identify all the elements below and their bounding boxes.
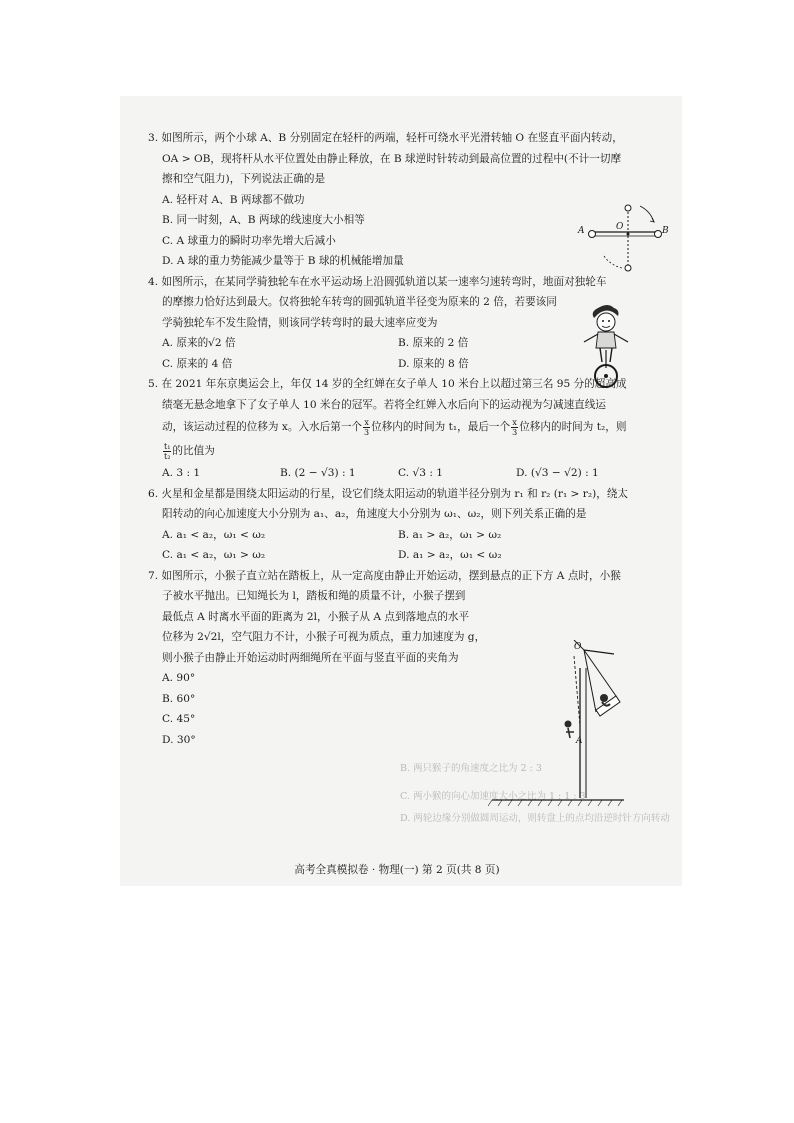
q5-option-b: B. (2 − √3) : 1 bbox=[280, 467, 356, 479]
q6-stem-line-2: 阳转动的向心加速度大小分别为 a₁、a₂，角速度大小分别为 ω₁、ω₂，则下列关系正确的是 bbox=[162, 508, 587, 520]
q5-fraction-x-over-3-2 bbox=[511, 418, 518, 437]
q5-text-a: 动，该运动过程的位移为 x。入水后第一个 bbox=[162, 421, 363, 433]
q3-stem-line-2: OA > OB，现将杆从水平位置处由静止释放，在 B 球逆时针转动到最高位置的过程中(不计一切摩 bbox=[162, 152, 622, 165]
q4-stem-line-2: 的摩擦力恰好达到最大。仅将独轮车转弯的圆弧轨道半径变为原来的 2 倍，若要该同 bbox=[162, 296, 557, 308]
q5-options-row bbox=[148, 463, 668, 484]
q5-ratio-t1-t2 bbox=[163, 442, 171, 461]
q3-label-o: O bbox=[616, 222, 624, 232]
q5-text-d: 的比值为 bbox=[172, 445, 215, 457]
q4-option-c: C. 原来的 4 倍 bbox=[162, 357, 233, 370]
q5-stem-line-2: 绩毫无悬念地拿下了女子单人 10 米台的冠军。若将全红婵入水后向下的运动视为匀减速直线运 bbox=[162, 398, 606, 411]
ratio-numerator: t₁ bbox=[164, 441, 171, 451]
q5-stem-line-1: 5. 在 2021 年东京奥运会上，年仅 14 岁的全红婵在女子单人 10 米台上以超过第三名 95 分的超高成 bbox=[148, 378, 627, 390]
q4-stem-line-3: 学骑独轮车不发生险情，则该同学转弯时的最大速率应变为 bbox=[162, 316, 438, 329]
bleed-line-3: D. 两轮边缘分别做圆周运动，则转盘上的点均沿逆时针方向转动 bbox=[400, 813, 670, 824]
q7-option-a: A. 90° bbox=[162, 672, 196, 684]
q5-option-c: C. √3 : 1 bbox=[398, 467, 443, 479]
q5-fraction-x-over-3 bbox=[363, 418, 370, 437]
fraction-numerator: x bbox=[512, 417, 517, 427]
q6-option-a: A. a₁ < a₂，ω₁ < ω₂ bbox=[162, 528, 266, 541]
q3-label-a: A bbox=[578, 226, 585, 236]
q5-text-c: 位移内的时间为 t₂，则 bbox=[519, 421, 627, 433]
q3-option-d: D. A 球的重力势能减少量等于 B 球的机械能增加量 bbox=[162, 255, 404, 267]
bleed-line-2: C. 两小猴的向心加速度大小之比为 1 : 1 : 3 bbox=[400, 791, 586, 802]
q5-option-a: A. 3 : 1 bbox=[162, 467, 201, 479]
q6-stem-line-1: 6. 火星和金星都是围绕太阳运动的行星，设它们绕太阳运动的轨道半径分别为 r₁ 和 r₂ (r₁ > r₂)，绕太 bbox=[148, 487, 629, 500]
q5-option-d: D. (√3 − √2) : 1 bbox=[516, 467, 599, 479]
q3-stem-line-3: 擦和空气阻力)，下列说法正确的是 bbox=[162, 173, 326, 185]
q7-label-a: A bbox=[576, 736, 583, 746]
q3-option-a: A. 轻杆对 A、B 两球都不做功 bbox=[162, 193, 305, 206]
q7-stem-line-1: 7. 如图所示，小猴子直立站在踏板上，从一定高度由静止开始运动，摆到悬点的正下方 A 点时，小猴 bbox=[148, 569, 621, 582]
fraction-numerator: x bbox=[364, 417, 369, 427]
q7-stem-line-3: 最低点 A 时离水平面的距离为 2l，小猴子从 A 点到落地点的水平 bbox=[162, 610, 470, 623]
q5-text-b: 位移内的时间为 t₁，最后一个 bbox=[371, 421, 511, 433]
q6-options-row-2 bbox=[148, 545, 668, 566]
q4-option-b: B. 原来的 2 倍 bbox=[398, 337, 469, 349]
q7-stem-line-2: 子被水平抛出。已知绳长为 l，踏板和绳的质量不计，小猴子摆到 bbox=[162, 590, 466, 602]
fraction-denominator: 3 bbox=[364, 427, 370, 437]
q5-stem-line-4 bbox=[148, 439, 668, 463]
q7-option-c: C. 45° bbox=[162, 713, 196, 725]
q6-options-row-1 bbox=[148, 525, 668, 546]
q6-option-b: B. a₁ > a₂，ω₁ > ω₂ bbox=[398, 528, 502, 541]
q7-label-o: O bbox=[574, 642, 582, 652]
q4-stem-line-1: 4. 如图所示，在某同学骑独轮车在水平运动场上沿圆弧轨道以某一速率匀速转弯时，地面对独轮车 bbox=[148, 275, 607, 288]
q3-option-b: B. 同一时刻，A、B 两球的线速度大小相等 bbox=[162, 214, 365, 226]
q7-option-b: B. 60° bbox=[162, 692, 196, 705]
bleed-line-1: B. 两只猴子的角速度之比为 2 : 3 bbox=[400, 763, 542, 774]
q6-option-d: D. a₁ > a₂，ω₁ < ω₂ bbox=[398, 549, 502, 561]
q3-stem-line-1: 3. 如图所示，两个小球 A、B 分别固定在轻杆的两端，轻杆可绕水平光滑转轴 O 在竖直平面内转动， bbox=[148, 132, 623, 144]
q4-option-d: D. 原来的 8 倍 bbox=[398, 357, 469, 370]
q7-stem-line-5: 则小猴子由静止开始运动时两细绳所在平面与竖直平面的夹角为 bbox=[162, 651, 459, 664]
question-5 bbox=[148, 374, 668, 484]
q7-stem-line-4: 位移为 2√2l，空气阻力不计，小猴子可视为质点，重力加速度为 g， bbox=[162, 631, 486, 643]
q6-option-c: C. a₁ < a₂，ω₁ > ω₂ bbox=[162, 549, 266, 561]
ratio-denominator: t₂ bbox=[164, 451, 171, 461]
q3-rod-figure bbox=[586, 198, 672, 278]
q7-option-d: D. 30° bbox=[162, 733, 196, 746]
fraction-denominator: 3 bbox=[512, 427, 518, 437]
q4-option-a: A. 原来的√2 倍 bbox=[162, 337, 236, 349]
q3-label-b: B bbox=[662, 226, 669, 236]
page-footer: 高考全真模拟卷 · 物理(一) 第 2 页(共 8 页) bbox=[294, 864, 500, 876]
q3-option-c: C. A 球重力的瞬时功率先增大后减小 bbox=[162, 234, 336, 247]
question-6 bbox=[148, 484, 668, 566]
q7-swing-figure bbox=[488, 640, 628, 808]
q5-stem-line-3 bbox=[148, 415, 668, 439]
q4-unicycle-figure bbox=[580, 304, 632, 390]
